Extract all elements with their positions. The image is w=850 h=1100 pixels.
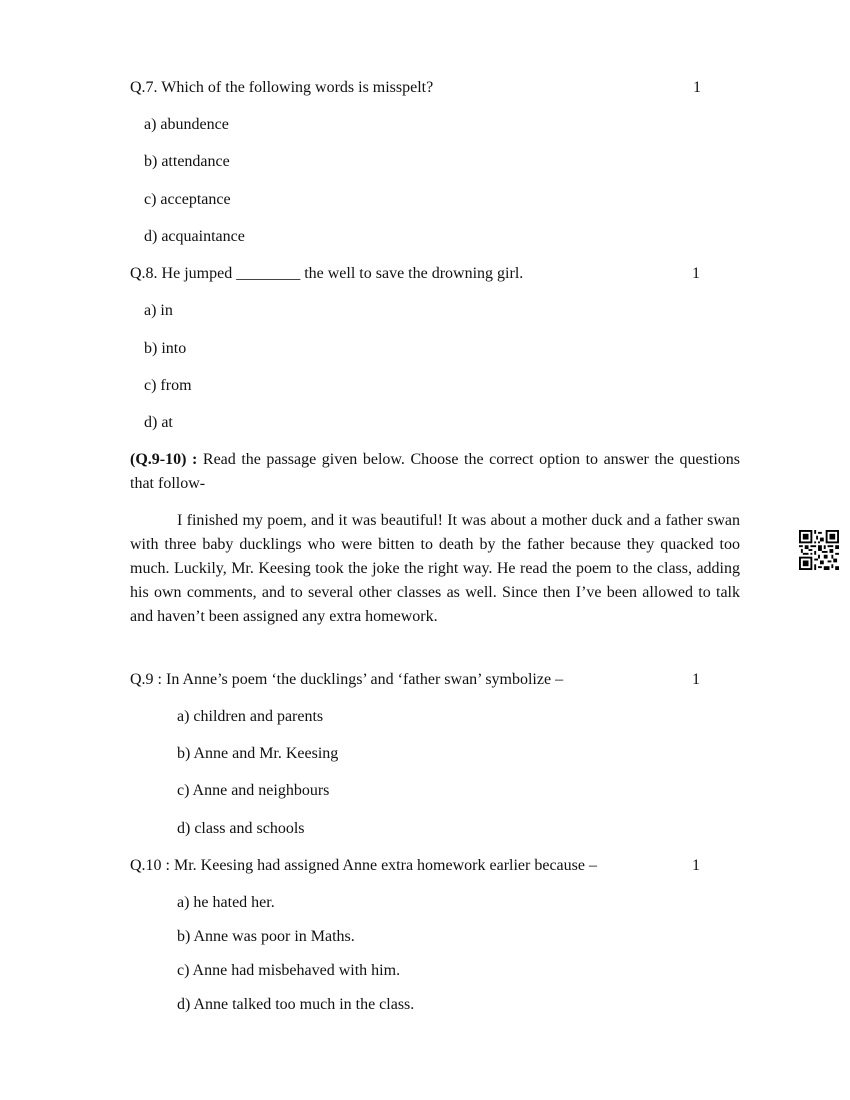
passage-label: (Q.9-10) <box>130 451 187 468</box>
q8-question-start: Q.8. He jumped <box>130 265 237 282</box>
q8-option-b: b) into <box>144 340 187 357</box>
q9-question: Q.9 : In Anne’s poem ‘the ducklings’ and ‘father swan’ symbolize – <box>130 671 564 688</box>
q10-option-c: c) Anne had misbehaved with him. <box>177 962 401 979</box>
q7-option-d: d) acquaintance <box>144 228 245 245</box>
q10-marks: 1 <box>692 857 700 874</box>
q10-option-a: a) he hated her. <box>177 894 275 911</box>
q7-question: Q.7. Which of the following words is misspelt? <box>130 79 434 96</box>
q7-option-b: b) attendance <box>144 153 230 170</box>
q9-option-a: a) children and parents <box>177 708 324 725</box>
q8-option-a: a) in <box>144 302 173 319</box>
q10-option-b: b) Anne was poor in Maths. <box>177 928 355 945</box>
q10-question: Q.10 : Mr. Keesing had assigned Anne extra homework earlier because – <box>130 857 597 874</box>
qr-code-icon <box>799 530 839 570</box>
passage-instruction <box>130 448 740 496</box>
q9-option-c: c) Anne and neighbours <box>177 782 330 799</box>
q8-option-c: c) from <box>144 377 192 394</box>
q9-marks: 1 <box>692 671 700 688</box>
q8-marks: 1 <box>692 265 700 282</box>
q10-option-d: d) Anne talked too much in the class. <box>177 996 415 1013</box>
passage-instruction-text: Read the passage given below. Choose the correct option to answer the questions that follow- <box>130 451 740 492</box>
passage-label-colon: : <box>186 451 203 468</box>
q7-marks: 1 <box>693 79 701 96</box>
q8-question-end: the well to save the drowning girl. <box>300 265 524 282</box>
q9-option-d: d) class and schools <box>177 820 305 837</box>
q7-option-a: a) abundence <box>144 116 229 133</box>
q9-option-b: b) Anne and Mr. Keesing <box>177 745 339 762</box>
q8-option-d: d) at <box>144 414 173 431</box>
q7-option-c: c) acceptance <box>144 191 231 208</box>
q8-blank: ________ <box>236 265 301 282</box>
passage-text: I finished my poem, and it was beautiful! It was about a mother duck and a father swan with three baby ducklings who were bitten to death by the father because they quacked too much. Luckily, Mr. Keesing took the joke the right way. He read the poem to the class, adding his own comments, and to several other classes as well. Since then I’ve been allowed to talk and haven’t been assigned any extra homework. <box>130 512 740 625</box>
q8-question <box>130 264 523 284</box>
